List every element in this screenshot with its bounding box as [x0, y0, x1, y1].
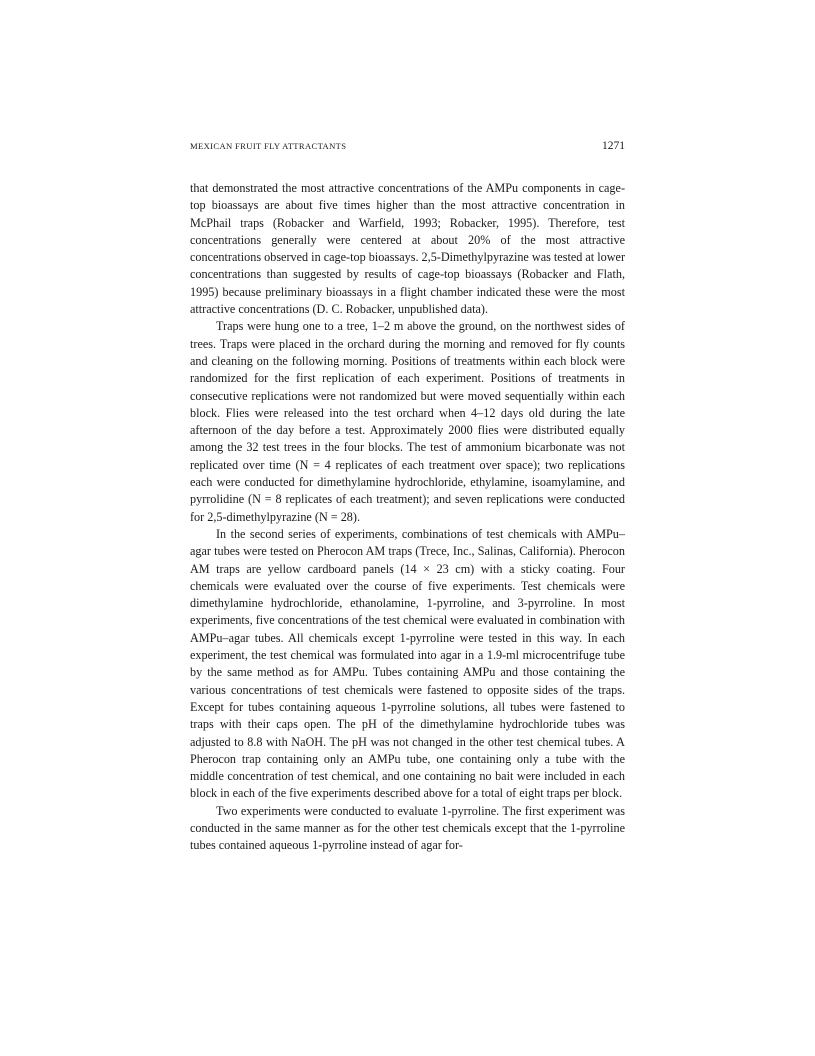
journal-page: [190, 140, 625, 855]
paragraph-2: Traps were hung one to a tree, 1–2 m above the ground, on the northwest sides of trees. Traps were placed in the orchard during the morning and removed for fly counts and cleaning on the following morning. Positions of treatments within each block were randomized for the first replication of each experiment. Positions of treatments in consecutive replications were not randomized but were moved sequentially within each block. Flies were released into the test orchard when 4–12 days old during the late afternoon of the day before a test. Approximately 2000 flies were distributed equally among the 32 test trees in the four blocks. The test of ammonium bicarbonate was not replicated over time (N = 4 replicates of each treatment over space); two replications each were conducted for dimethylamine hydrochloride, ethylamine, isoamylamine, and pyrrolidine (N = 8 replicates of each treatment); and seven replications were conducted for 2,5-dimethylpyrazine (N = 28).: [190, 319, 625, 524]
running-head: [190, 140, 625, 162]
page-number: 1271: [602, 140, 625, 152]
running-title: MEXICAN FRUIT FLY ATTRACTANTS: [190, 141, 347, 151]
body-text: [190, 180, 625, 855]
paragraph-3: In the second series of experiments, combinations of test chemicals with AMPu–agar tubes were tested on Pherocon AM traps (Trece, Inc., Salinas, California). Pherocon AM traps are yellow cardboard panels (14 × 23 cm) with a sticky coating. Four chemicals were evaluated over the course of five experiments. Test chemicals were dimethylamine hydrochloride, ethanolamine, 1-pyrroline, and 3-pyrroline. In most experiments, five concentrations of the test chemical were evaluated in combination with AMPu–agar tubes. All chemicals except 1-pyrroline were tested in this way. In each experiment, the test chemical was formulated into agar in a 1.9-ml microcentrifuge tube by the same method as for AMPu. Tubes containing AMPu and those containing the various concentrations of test chemicals were fastened to opposite sides of the traps. Except for tubes containing aqueous 1-pyrroline solutions, all tubes were fastened to traps with their caps open. The pH of the dimethylamine hydrochloride tubes was adjusted to 8.8 with NaOH. The pH was not changed in the other test chemical tubes. A Pherocon trap containing only an AMPu tube, one containing only a tube with the middle concentration of test chemical, and one containing no bait were included in each block in each of the five experiments described above for a total of eight traps per block.: [190, 526, 625, 801]
paragraph-1: that demonstrated the most attractive concentrations of the AMPu components in cage-top bioassays are about five times higher than the most attractive concentration in McPhail traps (Robacker and Warfield, 1993; Robacker, 1995). Therefore, test concentrations generally were centered at about 20% of the most attractive concentrations observed in cage-top bioassays. 2,5-Dimethylpyrazine was tested at lower concentrations than suggested by results of cage-top bioassays (Robacker and Flath, 1995) because preliminary bioassays in a flight chamber indicated these were the most attractive concentrations (D. C. Robacker, unpublished data).: [190, 181, 625, 317]
paragraph-4: Two experiments were conducted to evaluate 1-pyrroline. The first experiment was conducted in the same manner as for the other test chemicals except that the 1-pyrroline tubes contained aqueous 1-pyrroline instead of agar for-: [190, 803, 625, 853]
